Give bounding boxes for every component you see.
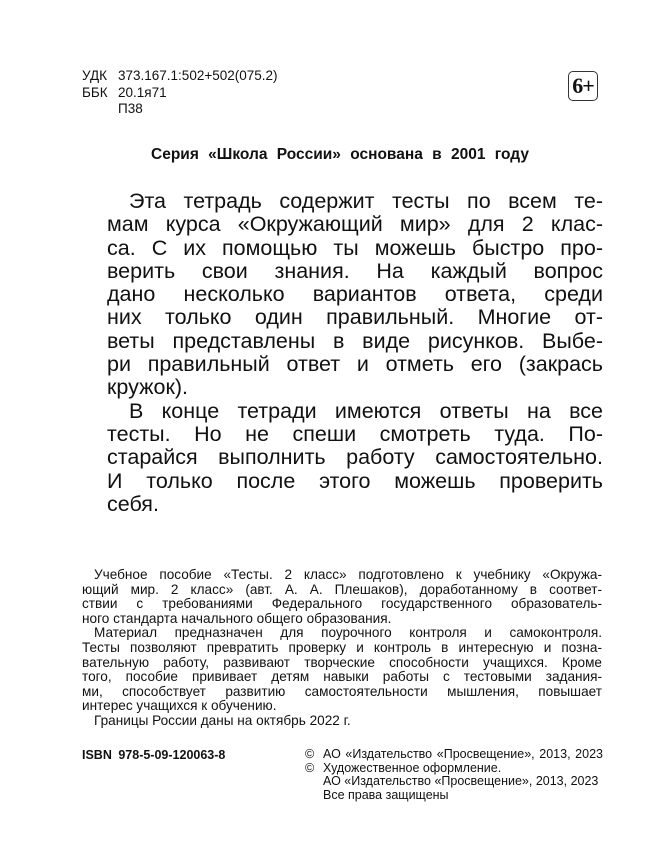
udk-row [82, 68, 278, 85]
text-line: мам курса «Окружающий мир» для 2 клас- [107, 212, 603, 237]
copyright-icon: © [305, 760, 315, 775]
intro-text [107, 190, 603, 516]
intro-paragraph-1 [107, 190, 603, 400]
text-line: ного стандарта начального общего образования. [82, 610, 392, 626]
classification-block [82, 68, 278, 118]
copyright-line-2: © Художественное оформление. [305, 760, 502, 775]
series-heading: Серия «Школа России» основана в 2001 году [151, 146, 529, 163]
text-line: Эта тетрадь содержит тесты по всем те- [129, 189, 603, 213]
isbn: ISBN 978-5-09-120063-8 [82, 748, 226, 762]
borders-note: Границы России даны на октябрь 2022 г. [94, 712, 351, 728]
text-line: вательную работу, развивают творческие способности учащихся. Кроме [82, 654, 602, 670]
text-line: веты представлены в виде рисунков. Выбе- [107, 328, 603, 353]
text-line: интерес учащихся к обучению. [82, 698, 277, 714]
text-line: И только после этого можешь проверить [107, 468, 603, 493]
text-line: старайся выполнить работу самостоятельно. [107, 445, 603, 470]
text-line: тесты. Но не спеши смотреть туда. По- [107, 421, 603, 446]
copyright-line-4: Все права защищены [323, 787, 449, 802]
copyright-icon: © [305, 747, 315, 761]
bbk-row [82, 85, 278, 102]
text-line: ствии с требованиями Федерального государственного образователь- [82, 596, 602, 612]
text-line: Тесты позволяют превратить проверку и контроль в интересную и позна- [82, 639, 602, 655]
description-text [82, 568, 602, 729]
text-line: верить свои знания. На каждый вопрос [107, 258, 603, 283]
copyright-line-1: © АО «Издательство «Просвещение», 2013, 2023 [305, 747, 603, 761]
bbk-label: ББК [82, 84, 108, 100]
age-rating-badge: 6+ [568, 71, 598, 101]
text-line: Учебное пособие «Тесты. 2 класс» подготовлено к учебнику «Окружа- [94, 567, 602, 582]
text-line: того, пособие прививает детям навыки работы с тестовыми задания- [82, 669, 602, 685]
copyright-block [305, 748, 603, 802]
text-line: ри правильный ответ и отметь его (закрась [107, 352, 603, 377]
copyright-line-3: АО «Издательство «Просвещение», 2013, 2023 [323, 774, 599, 788]
intro-paragraph-2 [107, 400, 603, 516]
udk-value: 373.167.1:502+502(075.2) [118, 68, 278, 83]
bbk-value: 20.1я71 [118, 84, 167, 100]
text-line: дано несколько вариантов ответа, среди [107, 282, 603, 307]
text-line: са. С их помощью ты можешь быстро про- [107, 235, 603, 260]
text-line: кружок). [107, 375, 188, 400]
text-line: себя. [107, 491, 159, 516]
author-mark: П38 [118, 101, 143, 116]
text-line: Материал предназначен для поурочного контроля и самоконтроля. [94, 625, 602, 641]
text-line: ми, способствует развитию самостоятельности мышления, повышает [82, 683, 602, 699]
udk-label: УДК [82, 68, 107, 83]
text-line: ющий мир. 2 класс» (авт. А. А. Плешаков), доработанному в соответ- [82, 581, 602, 597]
text-line: них только один правильный. Многие от- [107, 305, 603, 330]
text-line: В конце тетради имеются ответы на все [129, 398, 603, 423]
